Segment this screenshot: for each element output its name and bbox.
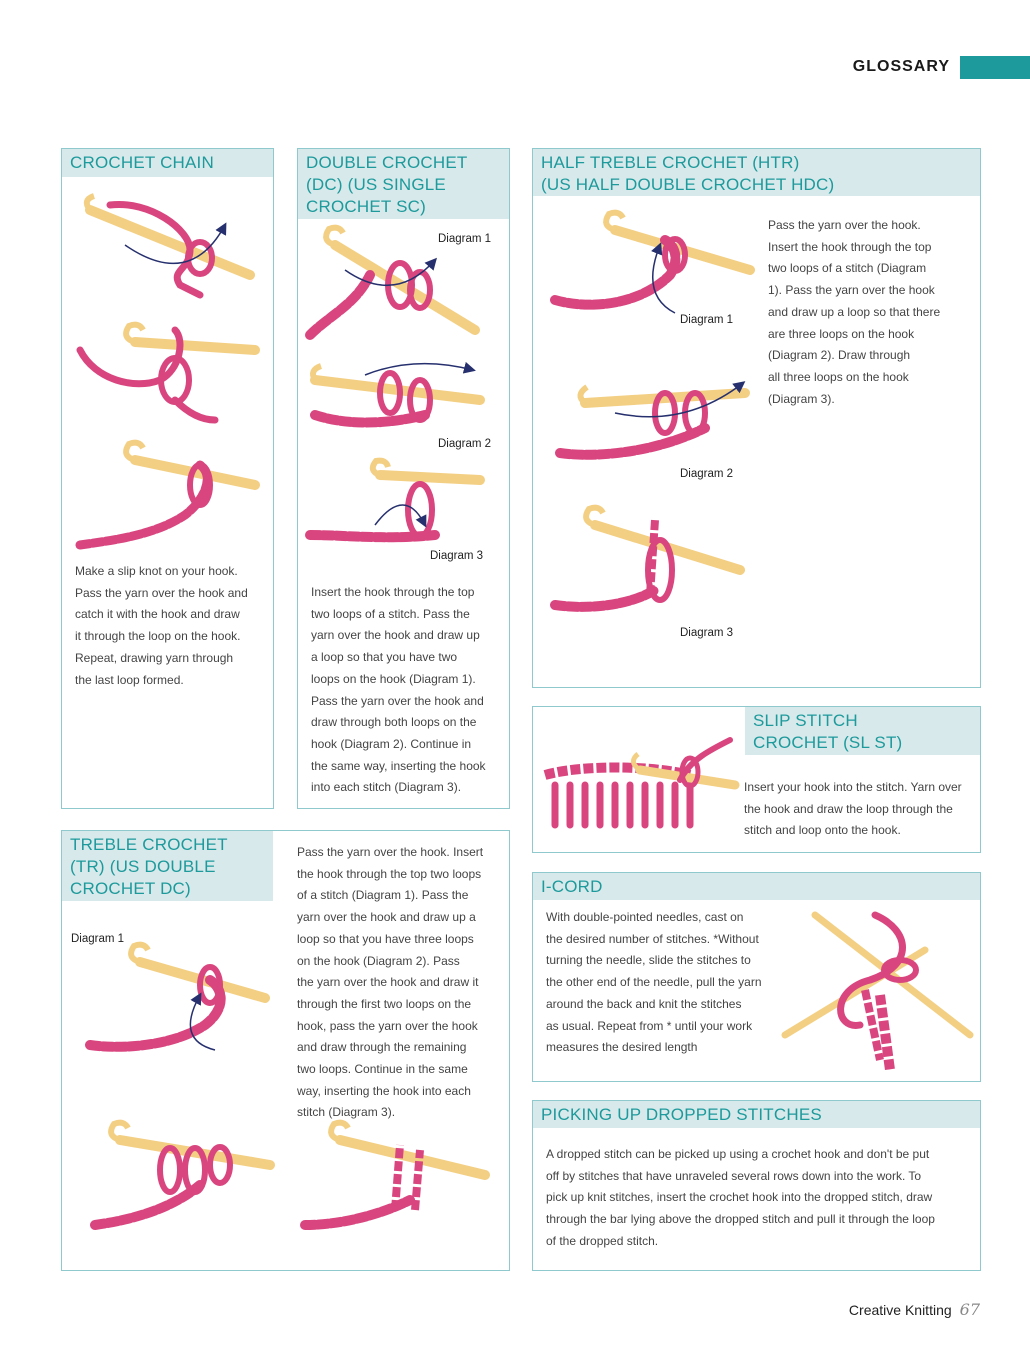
tr-illustration-2 bbox=[90, 1125, 275, 1235]
page-footer bbox=[849, 1300, 980, 1319]
tr-diagram-1-label: Diagram 1 bbox=[71, 933, 125, 945]
dc-diagram-3-label: Diagram 3 bbox=[430, 550, 484, 562]
i-cord-text: With double-pointed needles, cast on the desired number of stitches. *Without turning the needle, slide the stitches to the other end of the needle, pull the yarn around the back and knit the stitches as usual. Repeat from * until your work measures the desired length bbox=[546, 910, 762, 1055]
i-cord-title: I-CORD bbox=[533, 873, 980, 900]
treble-crochet-text: Pass the yarn over the hook. Insert the hook through the top two loops of a stitch (Diagram 1). Pass the yarn over the hook and draw up a loop so that you have three loops on the hook (Diagram 2). Pass the yarn over the hook and draw it through the first two loops on the hook, pass the yarn over the hook and draw through the remaining two loops. Continue in the same way, inserting the hook into each stitch (Diagram 3). bbox=[297, 845, 484, 1120]
section-accent-bar bbox=[960, 56, 1030, 79]
slip-stitch-title: SLIP STITCH CROCHET (SL ST) bbox=[745, 707, 980, 755]
picking-up-title: PICKING UP DROPPED STITCHES bbox=[533, 1101, 980, 1128]
half-treble-title: HALF TREBLE CROCHET (HTR) (US HALF DOUBLE CROCHET HDC) bbox=[533, 149, 980, 196]
picking-up-text: A dropped stitch can be picked up using a crochet hook and don't be put off by stitches that have unraveled several rows down into the work. To pick up knit stitches, insert the crochet hook into the dropped stitch, draw through the bar lying above the dropped stitch and pull it through the loop of the dropped stitch. bbox=[546, 1147, 935, 1248]
dc-illustration-2 bbox=[305, 345, 485, 435]
crochet-chain-title: CROCHET CHAIN bbox=[62, 149, 273, 177]
page-number: 67 bbox=[959, 1300, 980, 1319]
double-crochet-title: DOUBLE CROCHET (DC) (US SINGLE CROCHET SC) bbox=[298, 149, 509, 219]
dc-diagram-1-label: Diagram 1 bbox=[438, 233, 492, 245]
dc-diagram-2-label: Diagram 2 bbox=[438, 438, 492, 450]
slip-stitch-text: Insert your hook into the stitch. Yarn over the hook and draw the loop through the stitch and loop onto the hook. bbox=[744, 780, 962, 838]
dc-illustration-1 bbox=[305, 235, 485, 345]
dc-illustration-3 bbox=[305, 455, 485, 555]
crochet-chain-text: Make a slip knot on your hook. Pass the yarn over the hook and catch it with the hook and draw it through the loop on the hook. Repeat, drawing yarn through the last loop formed. bbox=[75, 564, 248, 687]
i-cord-illustration bbox=[780, 910, 975, 1075]
crochet-chain-illustration-2 bbox=[75, 320, 265, 430]
htr-illustration-3 bbox=[550, 510, 750, 625]
tr-illustration-3 bbox=[300, 1125, 490, 1235]
htr-illustration-2 bbox=[555, 368, 755, 468]
tr-illustration-1 bbox=[85, 950, 275, 1060]
htr-diagram-2-label: Diagram 2 bbox=[680, 468, 734, 480]
htr-diagram-1-label: Diagram 1 bbox=[680, 314, 734, 326]
half-treble-text: Pass the yarn over the hook. Insert the hook through the top two loops of a stitch (Diagram 1). Pass the yarn over the hook and draw up a loop so that there are three loops on the hook (Diagram 2). Draw through all three loops on the hook (Diagram 3). bbox=[768, 218, 941, 406]
section-title: GLOSSARY bbox=[852, 58, 950, 75]
magazine-name: Creative Knitting bbox=[848, 1302, 952, 1318]
htr-illustration-1 bbox=[550, 215, 760, 325]
crochet-chain-illustration-1 bbox=[70, 190, 260, 300]
crochet-chain-illustration-3 bbox=[75, 445, 265, 555]
htr-diagram-3-label: Diagram 3 bbox=[680, 627, 734, 639]
treble-crochet-title: TREBLE CROCHET (TR) (US DOUBLE CROCHET DC) bbox=[62, 831, 273, 901]
double-crochet-text: Insert the hook through the top two loops of a stitch. Pass the yarn over the hook and draw up a loop so that you have two loops on the hook (Diagram 1). Pass the yarn over the hook and draw through both loops on the hook (Diagram 2). Continue in the same way, inserting the hook into each stitch (Diagram 3). bbox=[311, 585, 486, 795]
slip-stitch-illustration bbox=[540, 730, 740, 835]
